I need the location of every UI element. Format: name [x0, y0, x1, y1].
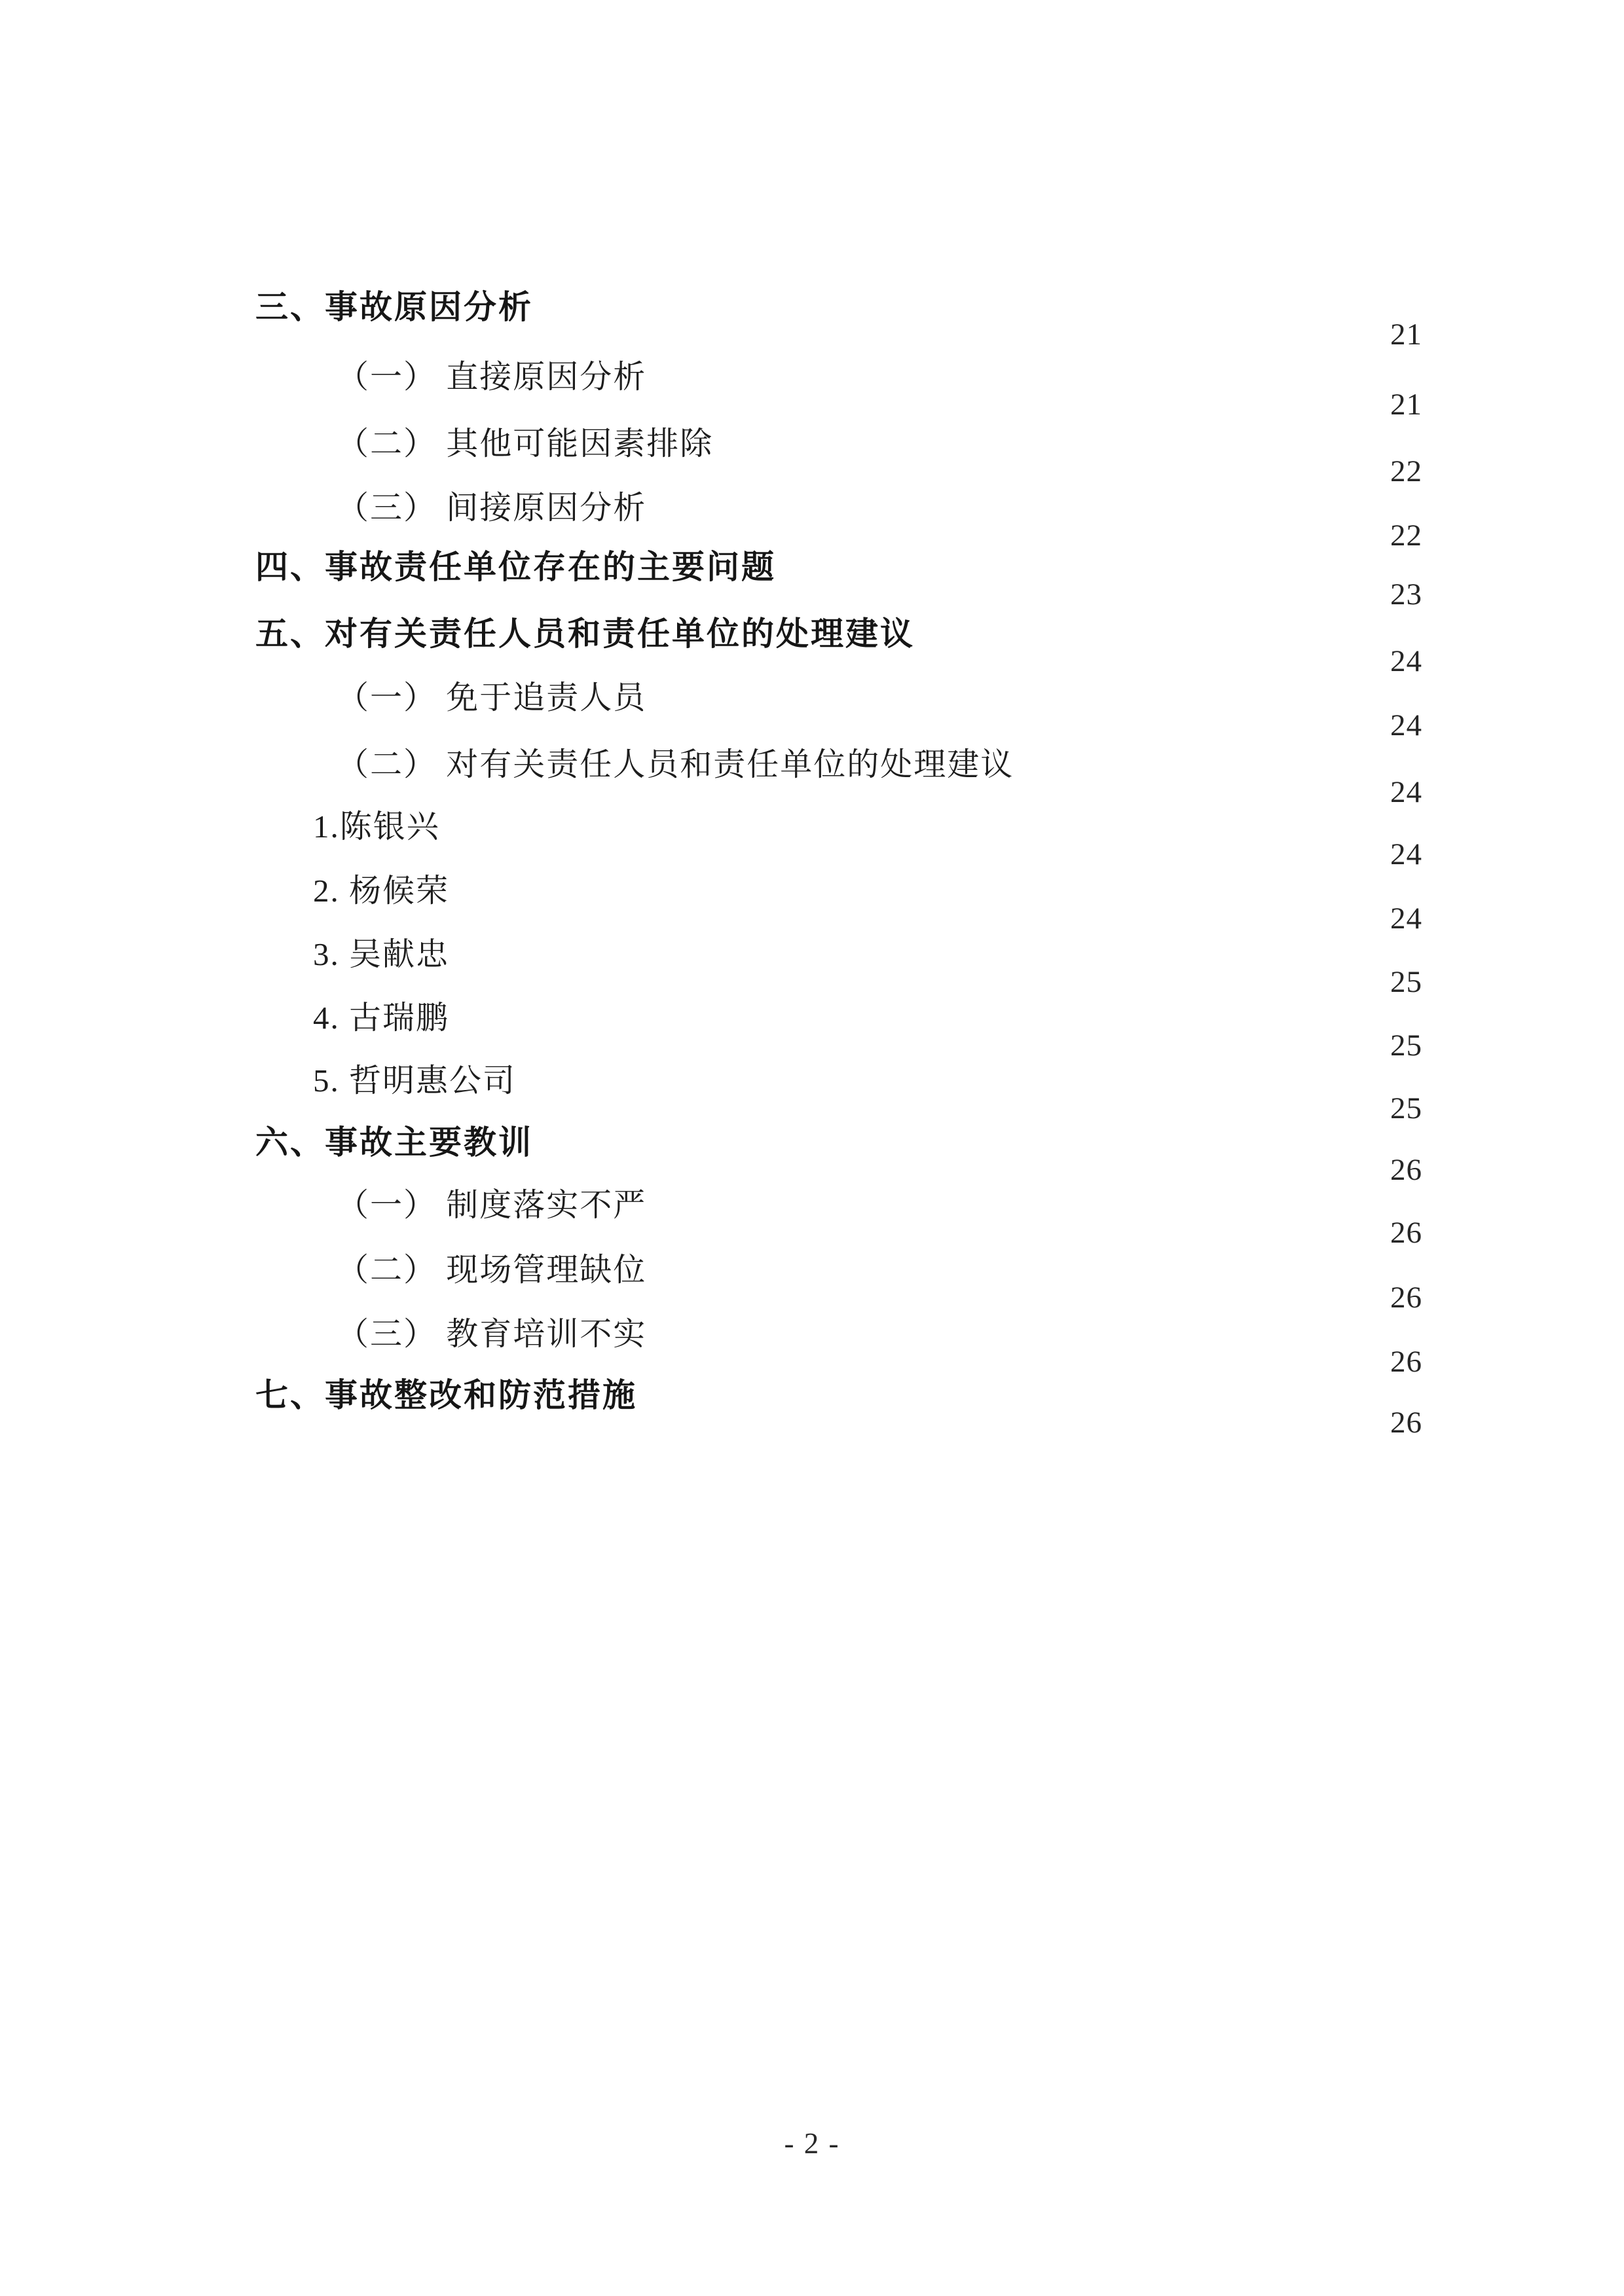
toc-entry-label: 七、事故整改和防范措施	[255, 1377, 637, 1413]
toc-entry	[0, 680, 1624, 742]
toc-entry-page-number: 24	[1390, 708, 1422, 742]
toc-entry-page-number: 24	[1390, 902, 1422, 936]
toc-entry-page-number: 26	[1390, 1216, 1422, 1250]
toc-entry	[0, 490, 1624, 553]
toc-entry-page-number: 25	[1390, 965, 1422, 999]
toc-entry	[0, 359, 1624, 422]
toc-entry-label: （二） 其他可能因素排除	[337, 426, 714, 462]
toc-entry	[0, 873, 1624, 936]
toc-entry	[0, 1187, 1624, 1250]
toc-entry	[0, 1316, 1624, 1379]
toc-entry-label: 3. 吴献忠	[313, 936, 450, 972]
toc-entry	[0, 289, 1624, 352]
toc-entry-page-number: 26	[1390, 1345, 1422, 1379]
toc-entry-label: （一） 制度落实不严	[337, 1187, 647, 1223]
toc-entry-page-number: 21	[1390, 318, 1422, 352]
toc-entry-label: 5. 哲明惠公司	[313, 1063, 517, 1099]
toc-entry-page-number: 26	[1390, 1281, 1422, 1315]
toc-entry	[0, 1124, 1624, 1187]
toc-entry-label: 五、对有关责任人员和责任单位的处理建议	[255, 615, 915, 652]
toc-entry-label: 三、事故原因分析	[255, 289, 533, 325]
toc-entry-label: 2. 杨候荣	[313, 873, 450, 909]
toc-entry-label: （二） 现场管理缺位	[337, 1252, 647, 1288]
page-footer	[0, 2126, 1624, 2160]
toc-entry-label: （二） 对有关责任人员和责任单位的处理建议	[337, 746, 1014, 782]
toc-entry-page-number: 23	[1390, 577, 1422, 611]
toc-entry	[0, 1377, 1624, 1440]
toc-entry	[0, 1063, 1624, 1125]
toc-entry-label: 4. 古瑞鹏	[313, 1000, 450, 1036]
toc-entry-page-number: 22	[1390, 454, 1422, 488]
toc-entry-label: （三） 教育培训不实	[337, 1316, 647, 1352]
toc-entry-page-number: 26	[1390, 1153, 1422, 1187]
toc-entry	[0, 549, 1624, 611]
toc-entry	[0, 1252, 1624, 1315]
toc-entry-page-number: 24	[1390, 644, 1422, 678]
toc-entry-page-number: 25	[1390, 1091, 1422, 1125]
toc-entry	[0, 1000, 1624, 1063]
toc-entry-label: 1.陈银兴	[313, 809, 440, 845]
toc-entry-page-number: 25	[1390, 1029, 1422, 1063]
toc-entry-label: （一） 免于追责人员	[337, 680, 647, 716]
footer-page-number: - 2 -	[784, 2127, 840, 2160]
toc-entry-page-number: 26	[1390, 1406, 1422, 1440]
toc-entry-label: 四、事故责任单位存在的主要问题	[255, 549, 776, 585]
toc-entry	[0, 936, 1624, 999]
toc-entry-label: 六、事故主要教训	[255, 1124, 533, 1161]
toc-entry	[0, 746, 1624, 809]
toc-entry-page-number: 21	[1390, 388, 1422, 422]
toc-entry	[0, 809, 1624, 871]
toc-entry-page-number: 24	[1390, 837, 1422, 871]
toc-entry-page-number: 22	[1390, 519, 1422, 553]
toc-entry	[0, 426, 1624, 488]
toc-entry	[0, 615, 1624, 678]
toc-entry-label: （三） 间接原因分析	[337, 490, 647, 526]
toc-entry-label: （一） 直接原因分析	[337, 359, 647, 395]
toc-entry-page-number: 24	[1390, 775, 1422, 809]
